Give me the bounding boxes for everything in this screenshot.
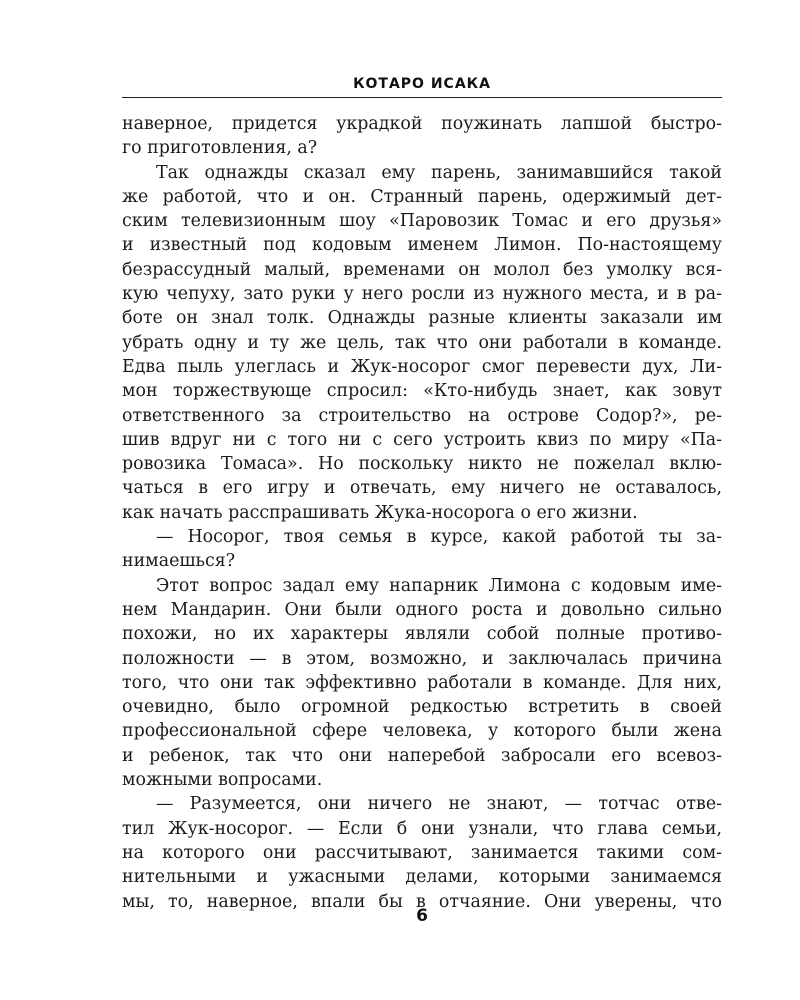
text-line: можными вопросами. <box>122 770 323 791</box>
text-line: безрассудный малый, временами он молол без умолку вся- <box>122 259 722 280</box>
text-line: нительными и ужасными делами, которыми занимаемся <box>122 867 722 888</box>
text-line: — Разумеется, они ничего не знают, — тотчас отве- <box>156 794 722 815</box>
text-line: шив вдруг ни с того ни с сего устроить квиз по миру «Па- <box>122 429 722 450</box>
text-line: и известный под кодовым именем Лимон. По-настоящему <box>122 235 722 256</box>
text-line: профессиональной сфере человека, у которого были жена <box>122 721 722 742</box>
text-line: боте он знал толк. Однажды разные клиенты заказали им <box>122 308 722 329</box>
page-number: 6 <box>416 906 428 926</box>
text-line: чаться в его игру и отвечать, ему ничего не оставалось, <box>122 478 722 499</box>
text-line: того, что они так эффективно работали в команде. Для них, <box>122 672 722 693</box>
text-line: тил Жук-носорог. — Если б они узнали, что глава семьи, <box>122 818 722 839</box>
text-line: и ребенок, так что они наперебой забросали его всевоз- <box>122 745 722 766</box>
text-line: Едва пыль улеглась и Жук-носорог смог перевести дух, Ли- <box>122 356 722 377</box>
text-line: Так однажды сказал ему парень, занимавшийся такой <box>156 162 722 183</box>
text-line: нимаешься? <box>122 551 236 572</box>
running-title: КОТАРО ИСАКА <box>353 76 491 92</box>
text-line: кую чепуху, зато руки у него росли из нужного места, и в ра- <box>122 284 722 305</box>
text-line: мы, то, наверное, впали бы в отчаяние. Они уверены, что <box>122 891 722 912</box>
text-line: мон торжествующе спросил: «Кто-нибудь знает, как зовут <box>122 381 722 402</box>
text-line: ским телевизионным шоу «Паровозик Томас и его друзья» <box>122 211 722 232</box>
text-line: очевидно, было огромной редкостью встретить в своей <box>122 697 722 718</box>
text-line: же работой, что и он. Странный парень, одержимый дет- <box>122 186 722 207</box>
text-line: похожи, но их характеры являли собой полные противо- <box>122 624 722 645</box>
text-line: наверное, придется украдкой поужинать лапшой быстро- <box>122 114 722 134</box>
text-line: убрать одну и ту же цель, так что они работали в команде. <box>122 332 722 353</box>
text-line: Этот вопрос задал ему напарник Лимона с кодовым име- <box>156 575 722 596</box>
text-line: как начать расспрашивать Жука-носорога о его жизни. <box>122 502 638 523</box>
text-line: нем Мандарин. Они были одного роста и довольно сильно <box>122 599 722 620</box>
text-line: го приготовления, а? <box>122 138 318 159</box>
page-body <box>122 112 722 914</box>
text-line: ответственного за строительство на острове Содор?», ре- <box>122 405 722 426</box>
header-rule <box>122 97 722 98</box>
text-line: — Носорог, твоя семья в курсе, какой работой ты за- <box>156 527 722 548</box>
text-line: на которого они рассчитывают, занимается такими сом- <box>122 842 722 863</box>
text-line: положности — в этом, возможно, и заключалась причина <box>122 648 722 669</box>
text-line: ровозика Томаса». Но поскольку никто не пожелал вклю- <box>122 454 722 475</box>
